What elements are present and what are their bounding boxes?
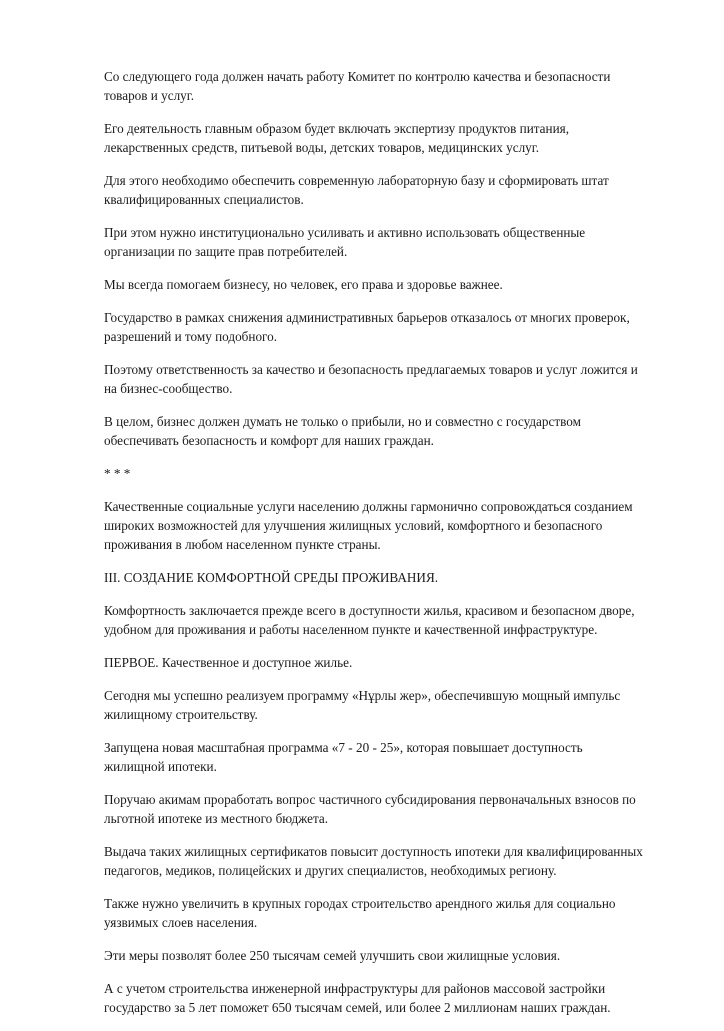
paragraph-responsibility: Поэтому ответственность за качество и безопасность предлагаемых товаров и услуг ложится и на бизнес-сообщество. <box>104 362 638 396</box>
paragraph-barriers: Государство в рамках снижения административных барьеров отказалось от многих проверок, разрешений и тому подобного. <box>104 310 630 344</box>
paragraph-business-duty: В целом, бизнес должен думать не только о прибыли, но и совместно с государством обеспечивать безопасность и комфорт для наших граждан. <box>104 414 581 448</box>
paragraph-business-support: Мы всегда помогаем бизнесу, но человек, его права и здоровье важнее. <box>104 277 503 292</box>
paragraph-social-services: Качественные социальные услуги населению должны гармонично сопровождаться созданием широких возможностей для улучшения жилищных условий, комфортного и безопасного проживания в любом населенном пункте страны. <box>104 499 633 552</box>
paragraph-650k-families: А с учетом строительства инженерной инфраструктуры для районов массовой застройки государство за 5 лет поможет 650 тысячам семей, или более 2 миллионам наших граждан. <box>104 981 611 1015</box>
paragraph-7-20-25: Запущена новая масштабная программа «7 - 20 - 25», которая повышает доступность жилищной ипотеки. <box>104 740 583 774</box>
paragraph-consumer-protection: При этом нужно институционально усиливать и активно использовать общественные организации по защите прав потребителей. <box>104 225 586 259</box>
paragraph-laboratory: Для этого необходимо обеспечить современную лабораторную базу и сформировать штат квалифицированных специалистов. <box>104 173 609 207</box>
section-separator: * * * <box>104 466 131 481</box>
paragraph-rental-housing: Также нужно увеличить в крупных городах строительство арендного жилья для социально уязвимых слоев населения. <box>104 896 616 930</box>
document-body <box>104 67 644 1031</box>
paragraph-committee: Со следующего года должен начать работу Комитет по контролю качества и безопасности товаров и услуг. <box>104 69 611 103</box>
paragraph-comfort: Комфортность заключается прежде всего в доступности жилья, красивом и безопасном дворе, удобном для проживания и работы населенном пункте и качественной инфраструктуре. <box>104 603 635 637</box>
paragraph-nurly-zher: Сегодня мы успешно реализуем программу «Нұрлы жер», обеспечившую мощный импульс жилищному строительству. <box>104 688 621 722</box>
section-heading: III. СОЗДАНИЕ КОМФОРТНОЙ СРЕДЫ ПРОЖИВАНИЯ. <box>104 570 439 585</box>
paragraph-250k-families: Эти меры позволят более 250 тысячам семей улучшить свои жилищные условия. <box>104 948 561 963</box>
subsection-heading: ПЕРВОЕ. Качественное и доступное жилье. <box>104 655 353 670</box>
paragraph-certificates: Выдача таких жилищных сертификатов повысит доступность ипотеки для квалифицированных педагогов, медиков, полицейских и других специалистов, необходимых региону. <box>104 844 643 878</box>
paragraph-expertise: Его деятельность главным образом будет включать экспертизу продуктов питания, лекарственных средств, питьевой воды, детских товаров, медицинских услуг. <box>104 121 570 155</box>
paragraph-akims: Поручаю акимам проработать вопрос частичного субсидирования первоначальных взносов по льготной ипотеке из местного бюджета. <box>104 792 636 826</box>
